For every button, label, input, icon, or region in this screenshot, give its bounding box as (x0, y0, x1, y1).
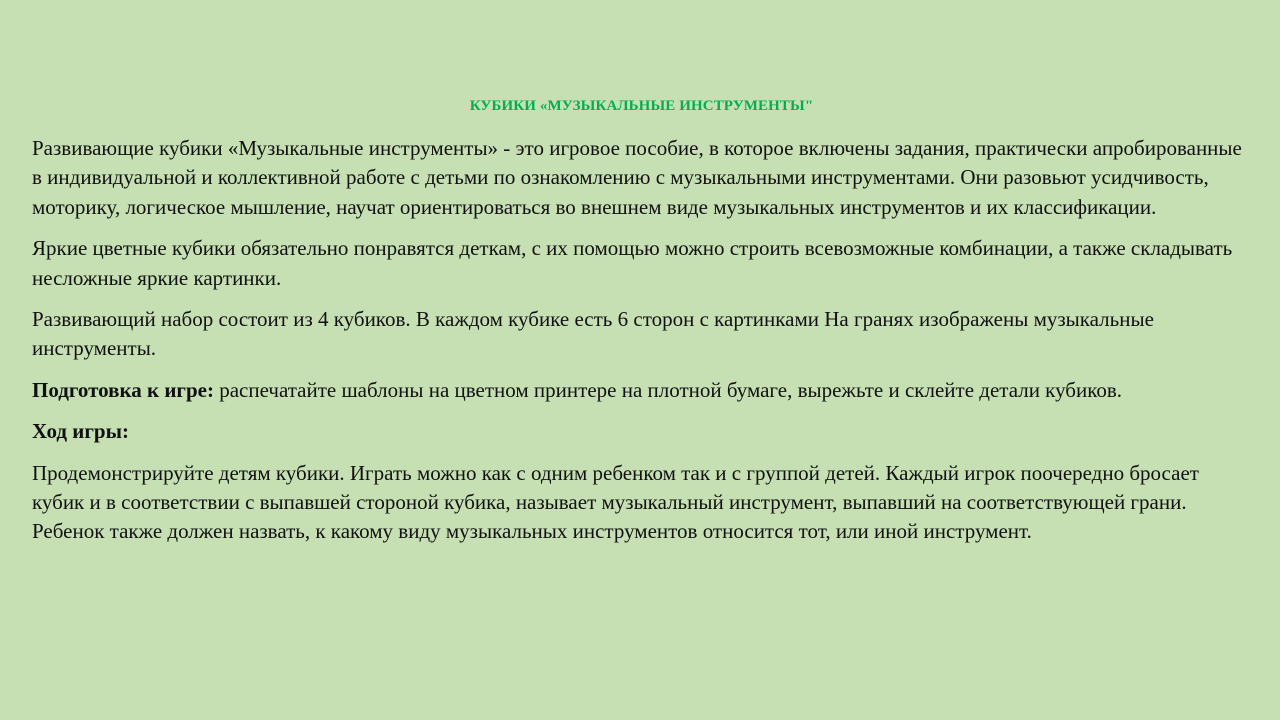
preparation-text: распечатайте шаблоны на цветном принтере на плотной бумаге, вырежьте и склейте детали кубиков. (213, 377, 1123, 402)
paragraph-preparation (32, 376, 1252, 405)
paragraph-set-description: Развивающий набор состоит из 4 кубиков. В каждом кубике есть 6 сторон с картинками На гранях изображены музыкальные инструменты. (32, 307, 1154, 361)
paragraph-game-rules: Продемонстрируйте детям кубики. Играть можно как с одним ребенком так и с группой детей. Каждый игрок поочередно бросает кубик и в соответствии с выпавшей стороной кубика, называет музыкальный инструмент, выпавший на соответствующей грани. Ребенок также должен назвать, к какому виду музыкальных инструментов относится тот, или иной инструмент. (32, 460, 1199, 544)
slide-title: КУБИКИ «МУЗЫКАЛЬНЫЕ ИНСТРУМЕНТЫ" (469, 98, 814, 114)
paragraph-bright-cubes: Яркие цветные кубики обязательно понравятся деткам, с их помощью можно строить всевозможные комбинации, а также складывать несложные яркие картинки. (32, 236, 1233, 290)
course-label: Ход игры: (32, 419, 129, 444)
preparation-label: Подготовка к игре: (32, 377, 214, 402)
paragraph-intro: Развивающие кубики «Музыкальные инструменты» - это игровое пособие, в которое включены задания, практически апробированные в индивидуальной и коллективной работе с детьми по ознакомлению с музыкальными инструментами. Они разовьют усидчивость, моторику, логическое мышление, научат ориентироваться во внешнем виде музыкальных инструментов и их классификации. (32, 136, 1242, 219)
paragraph-course-heading (32, 417, 1252, 446)
slide-body (32, 134, 1252, 559)
